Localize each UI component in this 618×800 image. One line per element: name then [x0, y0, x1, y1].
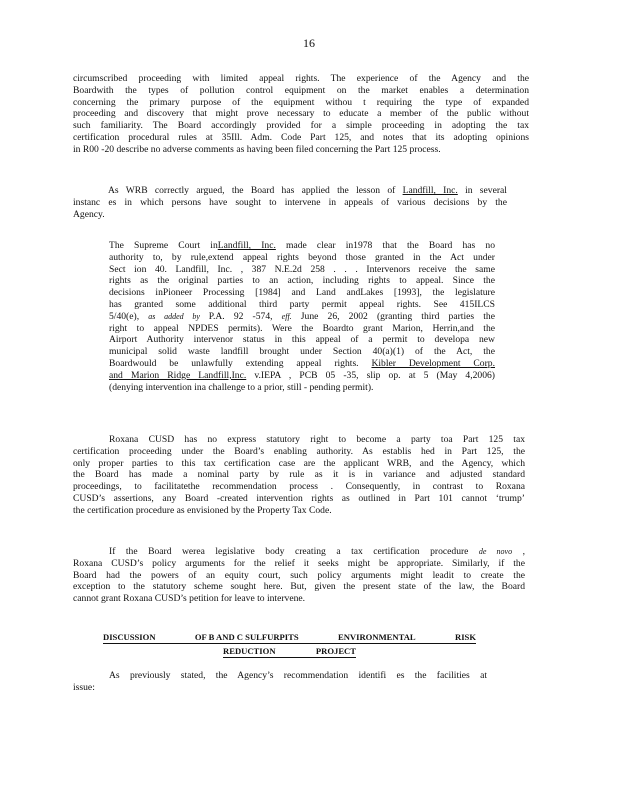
- page-number: 16: [303, 36, 315, 50]
- text-line: rights as the original parties to an action, including rights to appeal. Since the: [109, 275, 495, 287]
- heading-word: RISK: [454, 632, 476, 642]
- text-run: If the Board werea legislative body creating a tax certification procedure: [109, 546, 479, 557]
- text-line: municipal solid waste landfill brought under Section 40(a)(1) of the Act, the: [109, 346, 495, 358]
- case-citation: Landfill, Inc.: [217, 240, 276, 251]
- text-line: [109, 240, 495, 252]
- text-line: [73, 546, 525, 558]
- text-line: [109, 311, 495, 323]
- text-line: cannot grant Roxana CUSD’s petition for leave to intervene.: [73, 593, 306, 605]
- heading-word: ENVIRONMENTAL: [337, 632, 416, 642]
- text-line: authority to, by rule,extend appeal rights beyond those granted in the Act under: [109, 251, 495, 263]
- text-line: Roxana CUSD’s policy arguments for the relief it seeks might be appropriate. Similarly, if the: [73, 557, 525, 569]
- italic-text: as added: [148, 311, 184, 321]
- case-citation: Kibler Development Corp.: [371, 357, 495, 369]
- text-run: As WRB correctly argued, the Board has applied the lesson of: [108, 185, 403, 196]
- text-line: Agency.: [73, 208, 105, 220]
- italic-text: by: [183, 311, 209, 321]
- text-run: 5/40(e),: [109, 310, 149, 322]
- text-line: Airport Authority intervenor status in this appeal of a permit to developa new: [109, 334, 495, 346]
- italic-text: eff.: [281, 311, 292, 321]
- text-line: certification proceeding under the Board’s enabling authority. As establis hed in Part 125, the: [73, 445, 525, 457]
- paragraph-wrb-argued: [73, 185, 507, 220]
- text-line: concerning the primary purpose of the equipment withou t requiring the type of expanded: [73, 96, 529, 108]
- text-line: the Board has made a nominal party by rule as it is in variance and adjusted standard: [73, 469, 525, 481]
- case-citation: Landfill, Inc.: [402, 185, 458, 196]
- text-line: issue:: [73, 681, 95, 693]
- text-line: exception to the statutory scheme sought here. But, given the present state of the law, the Board: [73, 581, 525, 593]
- text-line: Boardwith the types of pollution control equipment on the market enables a determination: [73, 84, 529, 96]
- text-line: Board had the powers of an equity court, such policy arguments might leadit to create the: [73, 569, 525, 581]
- text-line: (denying intervention ina challenge to a prior, still - pending permit).: [109, 381, 374, 393]
- text-line: decisions inPioneer Processing [1984] and Land andLakes [1993], the legislature: [109, 287, 495, 299]
- text-line: only proper parties to this tax certification case are the applicant WRB, and the Agency, which: [73, 457, 525, 469]
- text-run: v.IEPA , PCB 05 -35, slip op. at 5 (May 4,2006): [246, 369, 496, 381]
- heading-word: OF B AND C SULFURPITS: [194, 632, 299, 642]
- text-line: the certification procedure as envisioned by the Property Tax Code.: [73, 504, 332, 516]
- text-line: has granted some additional third party permit appeal rights. See 415ILCS: [109, 298, 495, 310]
- text-line: CUSD’s assertions, any Board -created intervention rights as outlined in Part 101 cannot ‘trump’: [73, 492, 525, 504]
- text-run: ,: [512, 546, 525, 557]
- paragraph-agency-recommendation: [73, 670, 487, 694]
- text-line: such familiarity. The Board accordingly provided for a simple proceeding in adopting the tax: [73, 120, 529, 132]
- text-line: right to appeal NPDES permits). Were the Boardto grant Marion, Herrin,and the: [109, 322, 495, 334]
- paragraph-circumscribed-proceeding: [73, 73, 529, 156]
- text-line: certification procedural rules at 35Ill. Adm. Code Part 125, and notes that its adopting opinions: [73, 131, 529, 143]
- italic-text: de novo: [478, 547, 513, 556]
- text-line: proceedings, to facilitatethe recommendation process . Consequently, in contrast to Roxana: [73, 481, 525, 493]
- text-line: [109, 358, 495, 370]
- text-line: Roxana CUSD has no express statutory right to become a party toa Part 125 tax: [109, 434, 525, 445]
- paragraph-roxana-cusd: [73, 434, 525, 517]
- text-line: [73, 185, 507, 197]
- text-run: June 26, 2002 (granting third parties the: [291, 310, 495, 322]
- text-run: P.A. 92 -574,: [208, 310, 282, 322]
- text-run: in several: [457, 185, 507, 196]
- text-run: made clear in1978 that the Board has no: [275, 240, 495, 251]
- text-line: Sect ion 40. Landfill, Inc. , 387 N.E.2d 258 . . . Intervenors receive the same: [109, 263, 495, 275]
- text-line: As previously stated, the Agency’s recommendation identifi es the facilities at: [109, 670, 487, 681]
- block-quotation: [109, 240, 495, 393]
- text-line: in R00 -20 describe no adverse comments as having been filed concerning the Part 125 process.: [73, 143, 441, 155]
- case-citation: and Marion Ridge Landfill,Inc.: [109, 369, 247, 381]
- heading-line-1: [103, 632, 476, 644]
- section-heading: [103, 632, 476, 658]
- heading-word: DISCUSSION: [103, 632, 156, 642]
- text-run: Boardwould be unlawfully extending appeal rights.: [109, 357, 372, 369]
- heading-line-2: [223, 646, 356, 658]
- text-line: circumscribed proceeding with limited appeal rights. The experience of the Agency and the: [73, 73, 529, 84]
- text-line: [109, 370, 495, 382]
- text-run: The Supreme Court in: [109, 240, 218, 251]
- text-line: instanc es in which persons have sought to intervene in appeals of various decisions by the: [73, 196, 507, 208]
- text-line: proceeding and discovery that might prove necessary to educate a member of the public without: [73, 108, 529, 120]
- heading-word: REDUCTION: [223, 646, 276, 656]
- heading-word: PROJECT: [315, 646, 356, 656]
- paragraph-legislative-body: [73, 546, 525, 605]
